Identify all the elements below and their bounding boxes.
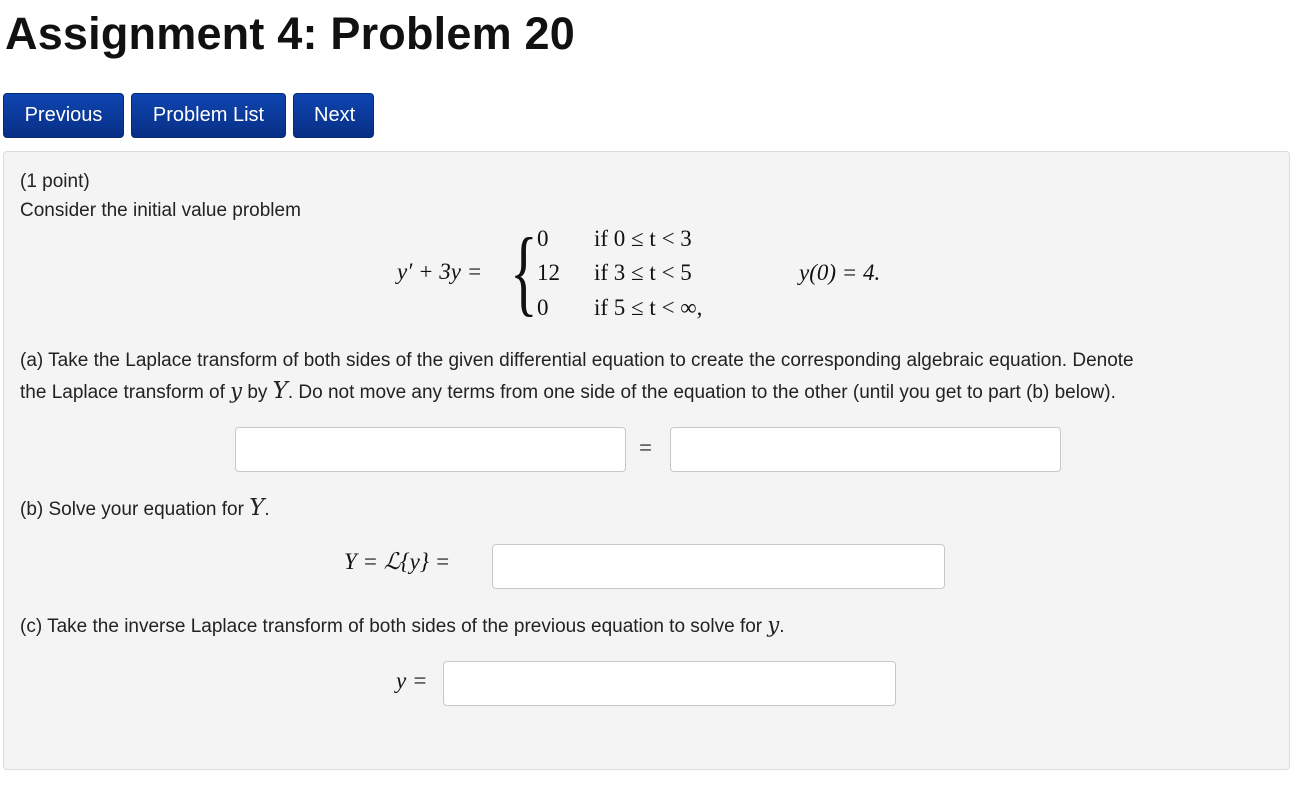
var-Y: Y <box>272 378 288 404</box>
var-Y: Y <box>249 495 265 521</box>
var-y: y <box>767 613 780 637</box>
part-a-text-pre: the Laplace transform of <box>20 382 231 403</box>
part-c-text <box>20 610 785 642</box>
points-label: (1 point) <box>20 171 90 192</box>
equation-lhs: y′ + 3y = <box>397 259 483 284</box>
part-a-text-post: . Do not move any terms from one side of the equation to the other (until you get to part (b) below). <box>287 382 1116 403</box>
next-button[interactable]: Next <box>293 93 374 138</box>
problem-intro: Consider the initial value problem <box>20 200 301 221</box>
part-c-input[interactable] <box>443 661 896 706</box>
part-a-right-input[interactable] <box>670 427 1061 472</box>
case-value-2: 12 <box>537 260 560 285</box>
previous-button[interactable]: Previous <box>3 93 124 138</box>
part-b-period: . <box>264 499 270 520</box>
part-a-text-line1: (a) Take the Laplace transform of both sides of the given differential equation to create the corresponding algebraic equation. Denote <box>20 350 1134 371</box>
var-y: y <box>230 379 243 403</box>
part-a-left-input[interactable] <box>235 427 626 472</box>
part-b-input[interactable] <box>492 544 945 589</box>
part-a-text-mid: by <box>242 382 273 403</box>
page-title: Assignment 4: Problem 20 <box>5 8 575 59</box>
part-c-period: . <box>779 616 785 637</box>
part-b-text <box>20 493 270 525</box>
problem-panel <box>3 151 1290 770</box>
part-c-text-main: (c) Take the inverse Laplace transform of both sides of the previous equation to solve for <box>20 616 768 637</box>
left-brace: { <box>510 218 538 325</box>
initial-condition: y(0) = 4. <box>799 260 881 285</box>
case-condition-1: if 0 ≤ t < 3 <box>594 226 692 251</box>
part-c-label: y = <box>396 668 428 693</box>
case-value-3: 0 <box>537 295 549 320</box>
case-condition-3: if 5 ≤ t < ∞, <box>594 295 703 320</box>
part-a-equals: = <box>639 435 652 460</box>
case-value-1: 0 <box>537 226 549 251</box>
case-condition-2: if 3 ≤ t < 5 <box>594 260 692 285</box>
part-b-text-main: (b) Solve your equation for <box>20 499 250 520</box>
part-a-text-line2 <box>20 376 1116 408</box>
problem-list-button[interactable]: Problem List <box>131 93 286 138</box>
problem-nav <box>3 93 374 138</box>
part-b-label: Y = ℒ{y} = <box>344 549 451 574</box>
